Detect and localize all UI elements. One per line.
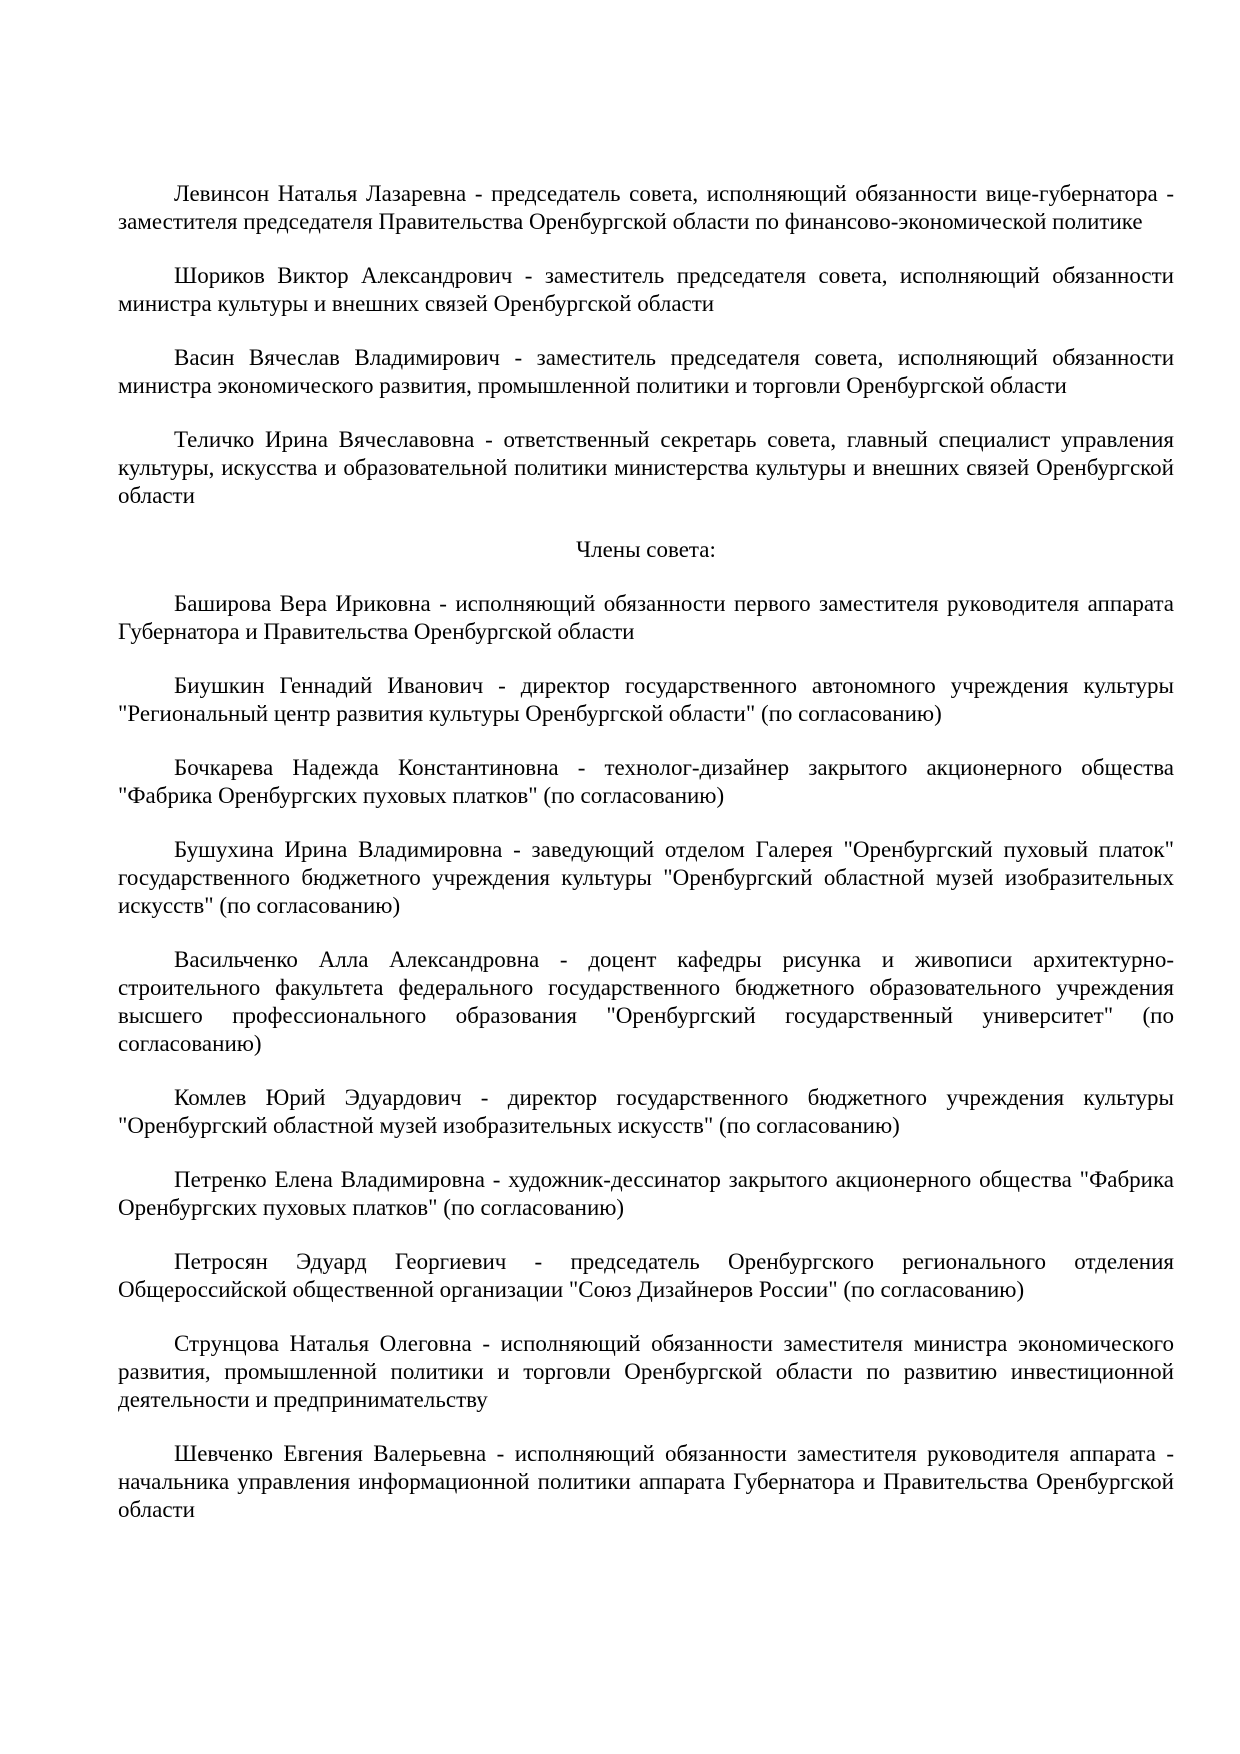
council-deputy-chair-1: Шориков Виктор Александрович - заместитель председателя совета, исполняющий обязанности министра культуры и внешних связей Оренбургской области [118,263,1174,316]
document-body [118,180,1174,1550]
member-entry: Бочкарева Надежда Константиновна - технолог-дизайнер закрытого акционерного общества "Фабрика Оренбургских пуховых платков" (по согласованию) [118,755,1174,808]
member-entry: Биушкин Геннадий Иванович - директор государственного автономного учреждения культуры "Региональный центр развития культуры Оренбургской области" (по согласованию) [118,673,1174,726]
member-entry: Васильченко Алла Александровна - доцент кафедры рисунка и живописи архитектурно-строительного факультета федерального государственного бюджетного образовательного учреждения высшего профессионального образования "Оренбургский государственный университет" (по согласованию) [118,947,1174,1056]
member-entry: Комлев Юрий Эдуардович - директор государственного бюджетного учреждения культуры "Оренбургский областной музей изобразительных искусств" (по согласованию) [118,1085,1174,1138]
council-secretary: Теличко Ирина Вячеславовна - ответственный секретарь совета, главный специалист управления культуры, искусства и образовательной политики министерства культуры и внешних связей Оренбургской области [118,427,1174,508]
members-heading: Члены совета: [576,537,716,562]
member-entry: Струнцова Наталья Олеговна - исполняющий обязанности заместителя министра экономического развития, промышленной политики и торговли Оренбургской области по развитию инвестиционной деятельности и предпринимательству [118,1331,1174,1412]
council-deputy-chair-2: Васин Вячеслав Владимирович - заместитель председателя совета, исполняющий обязанности министра экономического развития, промышленной политики и торговли Оренбургской области [118,345,1174,398]
council-chair: Левинсон Наталья Лазаревна - председатель совета, исполняющий обязанности вице-губернатора - заместителя председателя Правительства Оренбургской области по финансово-экономической политике [118,181,1174,234]
member-entry: Баширова Вера Ириковна - исполняющий обязанности первого заместителя руководителя аппарата Губернатора и Правительства Оренбургской области [118,591,1174,644]
member-entry: Шевченко Евгения Валерьевна - исполняющий обязанности заместителя руководителя аппарата - начальника управления информационной политики аппарата Губернатора и Правительства Оренбургской области [118,1441,1174,1522]
member-entry: Бушухина Ирина Владимировна - заведующий отделом Галерея "Оренбургский пуховый платок" государственного бюджетного учреждения культуры "Оренбургский областной музей изобразительных искусств" (по согласованию) [118,837,1174,918]
member-entry: Петренко Елена Владимировна - художник-дессинатор закрытого акционерного общества "Фабрика Оренбургских пуховых платков" (по согласованию) [118,1167,1174,1220]
member-entry: Петросян Эдуард Георгиевич - председатель Оренбургского регионального отделения Общероссийской общественной организации "Союз Дизайнеров России" (по согласованию) [118,1249,1174,1302]
